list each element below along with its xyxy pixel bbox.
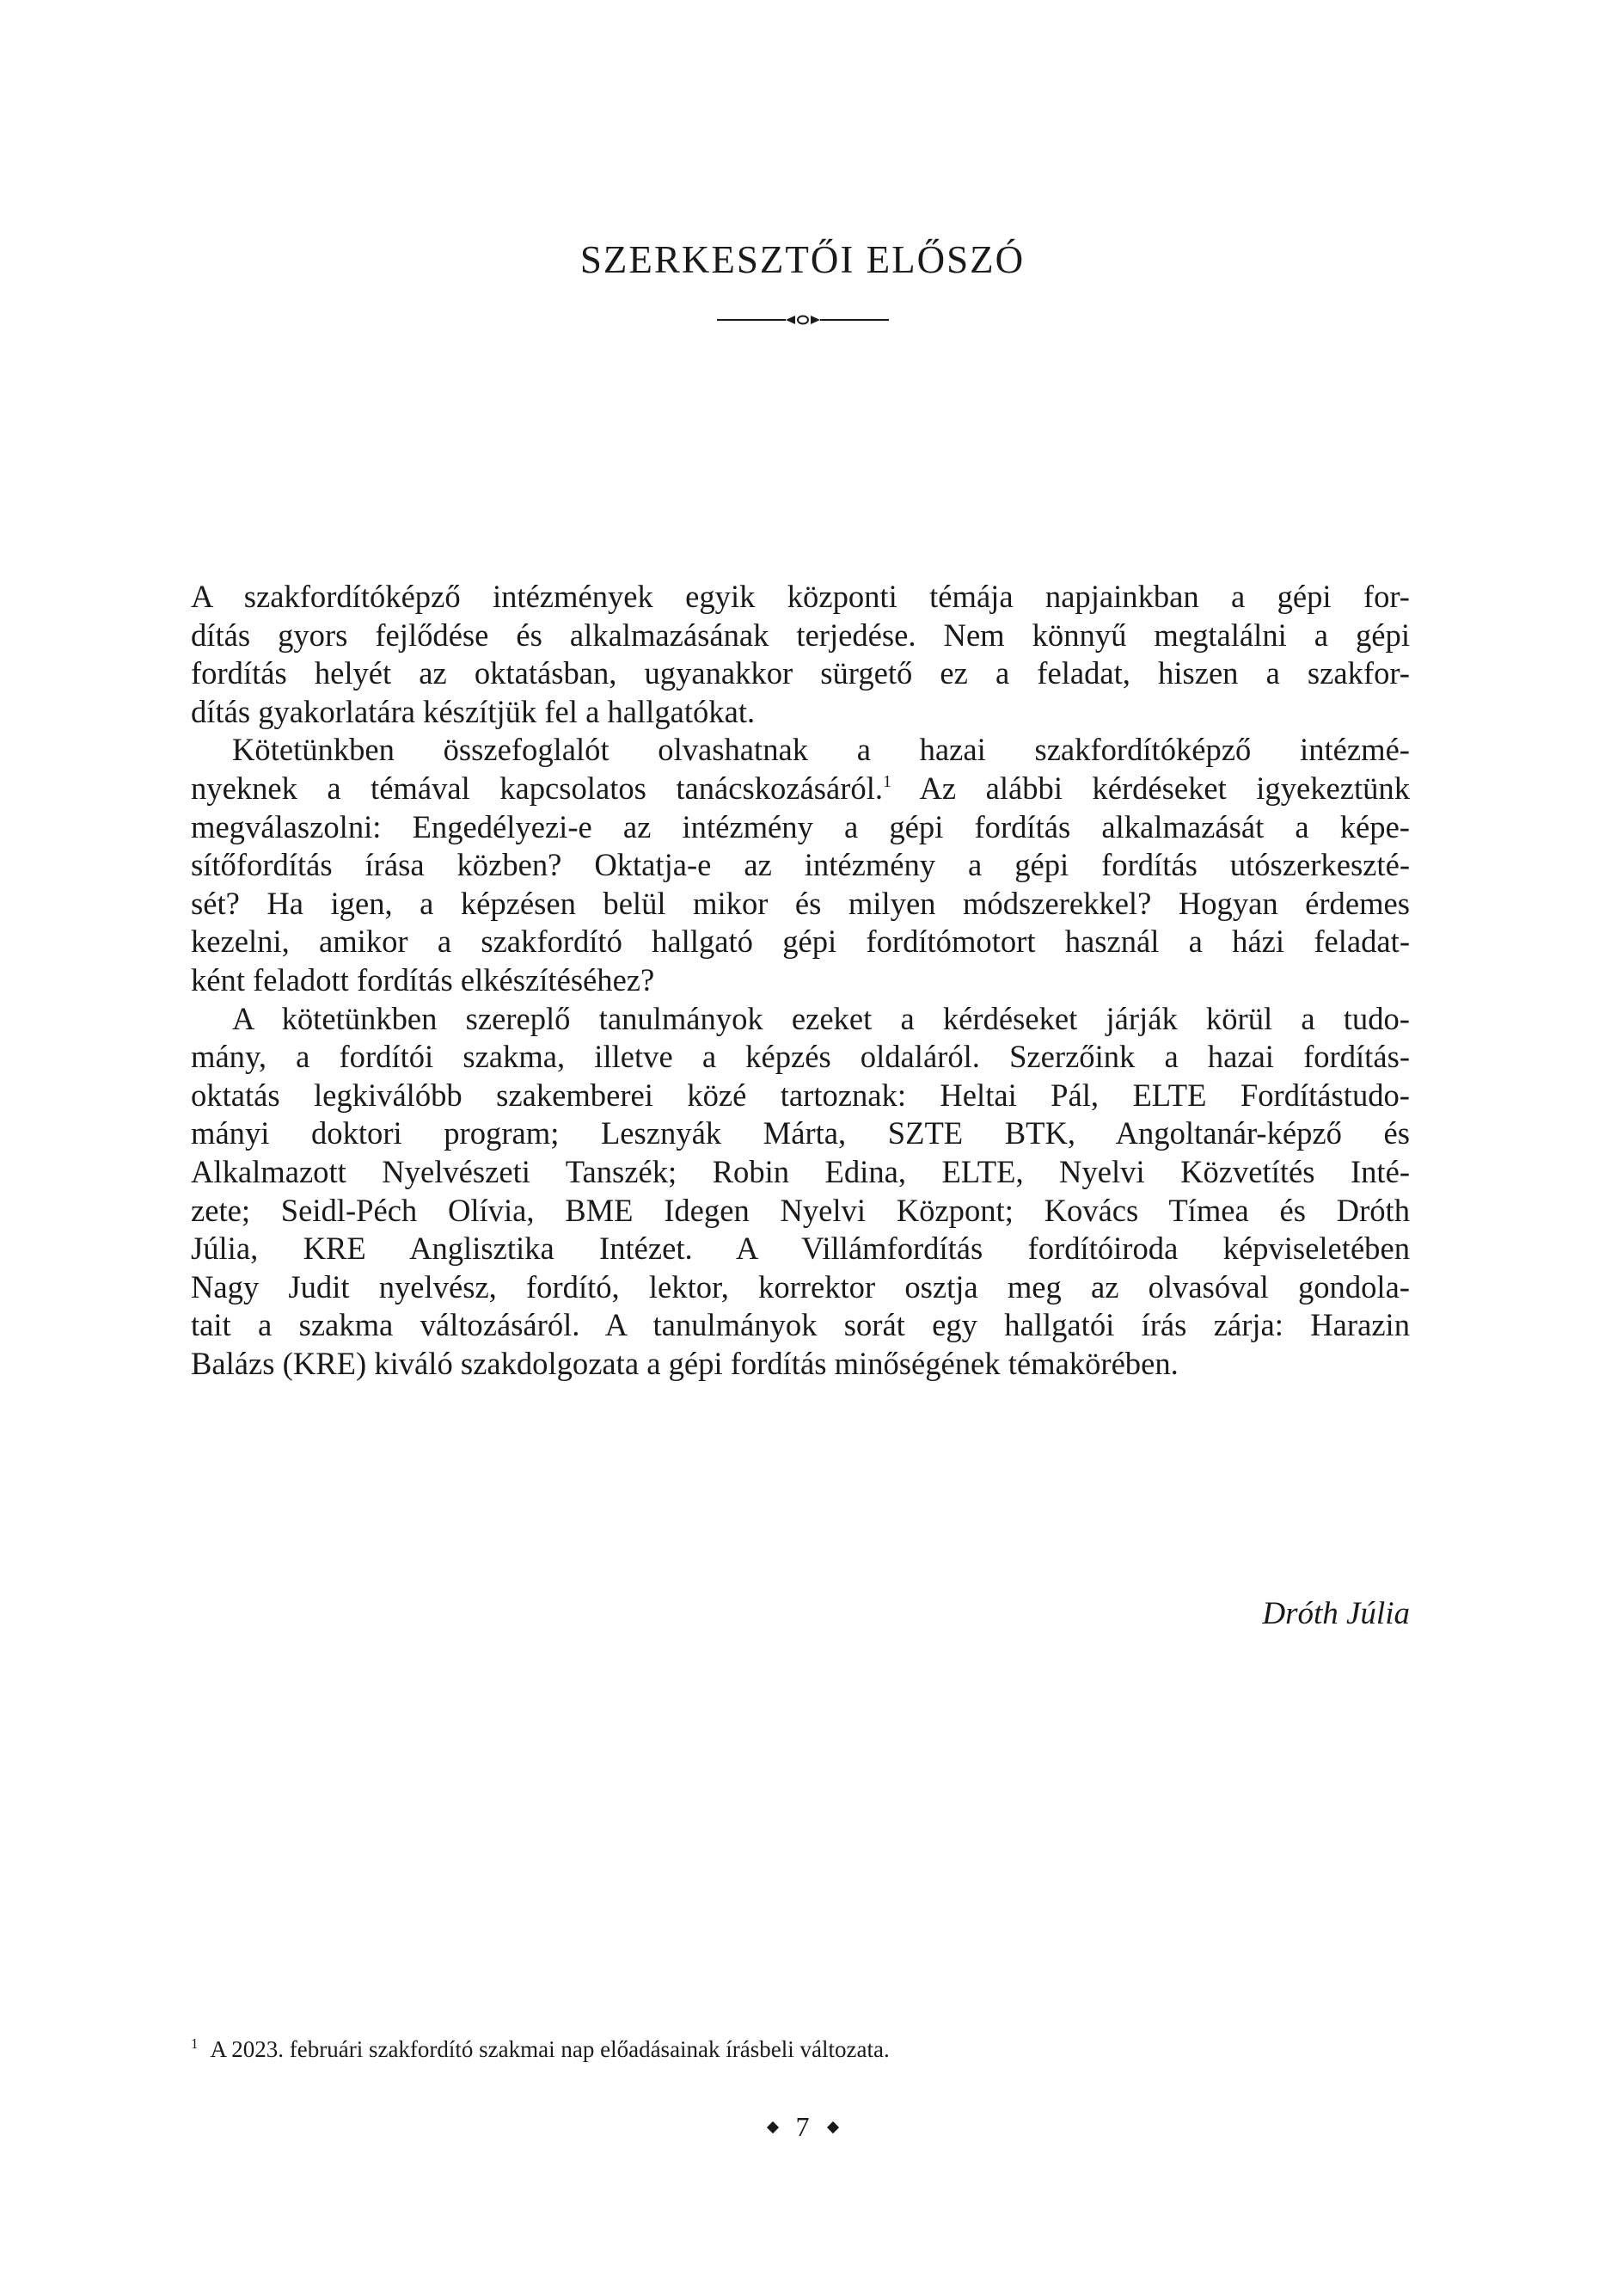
text-line: dítás gyakorlatára készítjük fel a hallgatókat. — [191, 693, 756, 729]
text-line: Nagy Judit nyelvész, fordító, lektor, korrektor osztja meg az olvasóval gondola- — [191, 1268, 1410, 1305]
page-title: SZERKESZTŐI ELŐSZÓ — [579, 238, 1026, 281]
diamond-bullet-icon — [766, 2121, 778, 2133]
text-line: Kötetünkben összefoglalót olvashatnak a hazai szakfordítóképző intézmé- — [232, 732, 1410, 768]
text-line: mányi doktori program; Lesznyák Márta, SZTE BTK, Angoltanár-képző és — [191, 1115, 1410, 1151]
paragraph-2 — [191, 731, 1410, 999]
divider-ornament-icon — [0, 311, 1605, 328]
signature: Dróth Júlia — [1262, 1596, 1410, 1631]
paragraph-1 — [191, 578, 1410, 731]
footnote-reference[interactable]: 1 — [883, 771, 892, 791]
text-line: kezelni, amikor a szakfordító hallgató gépi fordítómotort használ a házi feladat- — [191, 924, 1410, 960]
paragraph-3 — [191, 1000, 1410, 1384]
text-line-with-footnote — [191, 770, 1410, 808]
text-line: A kötetünkben szereplő tanulmányok ezeket a kérdéseket járják körül a tudo- — [232, 1000, 1410, 1036]
text-line: dítás gyors fejlődése és alkalmazásának terjedése. Nem könnyű megtalálni a gépi — [191, 617, 1410, 653]
diamond-bullet-icon — [826, 2121, 838, 2133]
page-number-value: 7 — [795, 2111, 810, 2142]
preface-body — [191, 578, 1410, 1383]
footnote-mark: 1 — [191, 2035, 199, 2052]
text-line: sítőfordítás írása közben? Oktatja-e az intézmény a gépi fordítás utószerkeszté- — [191, 847, 1410, 883]
text-line: sét? Ha igen, a képzésen belül mikor és milyen módszerekkel? Hogyan érdemes — [191, 885, 1410, 921]
text-line: oktatás legkiválóbb szakemberei közé tartoznak: Heltai Pál, ELTE Fordítástudo- — [191, 1077, 1410, 1113]
text-segment: Az alábbi kérdéseket igyekeztünk — [891, 770, 1411, 806]
text-line: megválaszolni: Engedélyezi-e az intézmény a gépi fordítás alkalmazását a képe- — [191, 808, 1410, 844]
footnote — [191, 2027, 890, 2066]
text-line: Alkalmazott Nyelvészeti Tanszék; Robin Edina, ELTE, Nyelvi Közvetítés Inté- — [191, 1153, 1410, 1189]
text-line: Júlia, KRE Anglisztika Intézet. A Villámfordítás fordítóiroda képviseletében — [191, 1231, 1410, 1267]
footnote-text: A 2023. februári szakfordító szakmai nap előadásainak írásbeli változata. — [210, 2036, 890, 2062]
text-line: ként feladott fordítás elkészítéséhez? — [191, 961, 655, 998]
text-line: tait a szakma változásáról. A tanulmányok sorát egy hallgatói írás zárja: Harazin — [191, 1307, 1410, 1343]
text-line: zete; Seidl-Péch Olívia, BME Idegen Nyelvi Központ; Kovács Tímea és Dróth — [191, 1192, 1410, 1228]
text-line: Balázs (KRE) kiváló szakdolgozata a gépi fordítás minőségének témakörében. — [191, 1345, 1179, 1381]
page-number — [0, 2111, 1605, 2143]
text-line: A szakfordítóképző intézmények egyik központi témája napjainkban a gépi for- — [191, 579, 1410, 614]
text-line: mány, a fordítói szakma, illetve a képzés oldaláról. Szerzőink a hazai fordítás- — [191, 1039, 1410, 1075]
text-segment: nyeknek a témával kapcsolatos tanácskozásáról. — [191, 770, 884, 806]
text-line: fordítás helyét az oktatásban, ugyanakkor sürgető ez a feladat, hiszen a szakfor- — [191, 655, 1410, 691]
